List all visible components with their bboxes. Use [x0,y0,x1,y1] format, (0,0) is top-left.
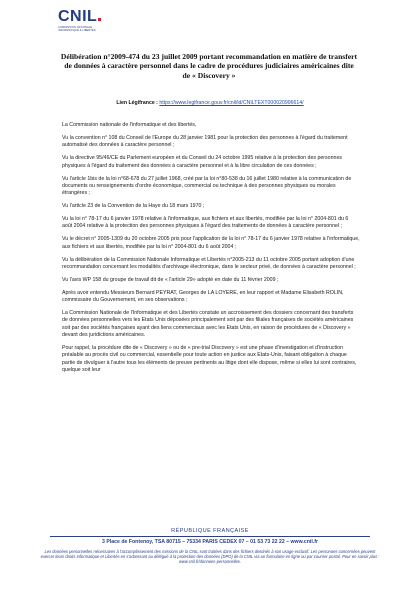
paragraph: La Commission Nationale de l'Informatique et des Libertés constate un accroissement des dossiers concernant des transferts de données personnelles vers les Etats Unis déposées principalement soit par des filiales françaises de sociétés américaines soit par des sociétés françaises ayant des liens commerciaux avec les Etats Unis, en raison de procédures de « Discovery » devant des juridictions américaines. [62,310,354,339]
page-footer [40,528,380,565]
footer-divider [50,536,370,537]
paragraph: Vu la convention n° 108 du Conseil de l'Europe du 28 janvier 1981 pour la protection des personnes à l'égard du traitement automatisé des données à caractère personnel ; [62,134,348,149]
document-title: Délibération n°2009-474 du 23 juillet 2009 portant recommandation en matière de transfert de données à caractère personnel dans le cadre de procédures judiciaires américaines dite de « Discovery » [60,52,358,80]
paragraph: La Commission nationale de l'informatique et des libertés, [62,122,197,128]
logo-wordmark: CNIL [58,8,98,25]
logo-dot-icon [98,18,101,21]
paragraph: Vu le décret n° 2005-1309 du 20 octobre 2005 pris pour l'application de la loi n° 78-17 du 6 janvier 1978 relative à l'informatique, aux fichiers et aux libertés, modifiée par la loi n° 2004-801 du 6 août 2004 ; [62,236,360,250]
paragraph: Vu l'avis WP 158 du groupe de travail dit de « l'article 29» adopté en date du 11 février 2009 ; [62,276,279,283]
logo-tagline-line1: COMMISSION NATIONALE [58,26,93,29]
legifrance-link-line [60,100,360,107]
paragraph: Vu la délibération de la Commission Nationale Informatique et Libertés n°2005-213 du 11 octobre 2005 portant adoption d'une recommandation concernant les modalités d'archivage électronique, dans le secteur privé, de données à caractère personnel ; [62,256,356,270]
legifrance-link[interactable]: https://www.legifrance.gouv.fr/cnil/id/CNILTEXT000020996614/ [159,100,304,106]
logo-tagline-line2: INFORMATIQUE & LIBERTÉS [58,29,96,33]
logo-tagline [58,26,118,32]
paragraph: Vu l'article 23 de la Convention de la Haye du 18 mars 1970 ; [62,203,205,210]
paragraph: Vu la loi n° 78-17 du 6 janvier 1978 relative à l'informatique, aux fichiers et aux libertés, modifiée par la loi n° 2004-801 du 6 août 2004 relative à la protection des personnes physiques à l'égard des traitements de données à caractère personnel ; [62,216,349,230]
document-body [62,122,360,380]
republic-label: RÉPUBLIQUE FRANÇAISE [171,528,249,534]
paragraph: Après avoir entendu Messieurs Bernard PEYRAT, Georges de LA LOYERE, en leur rapport et Madame Elisabeth ROLIN, commissaire du Gouvernement, en ses observations ; [62,289,344,304]
paragraph: Vu la directive 95/46/CE du Parlement européen et du Conseil du 24 octobre 1995 relative à la protection des personnes physiques à l'égard du traitement des données à caractère personnel et à la libre circulation de ces données ; [62,155,342,169]
legifrance-link-label: Lien Légifrance : [116,100,158,106]
footer-privacy-notice: Les données personnelles nécessaires à l'accomplissement des missions de la CNIL sont traitées dans des fichiers destinés à son usage exclusif. Les personnes concernées peuvent exercer leurs droits Informatique et Libertés en s'adressant au délégué à la protection des données (DPO) de la CNIL via un formulaire en ligne ou par courrier postal. Pour en savoir plus : www.cnil.fr/donnees-personnelles. [40,549,380,565]
paragraph: Pour rappel, la procédure dite de « Discovery » ou de « pre-trial Discovery » est une phase d'investigation et d'instruction préalable au procès civil ou commercial, essentielle pour toute action en justice aux Etats-Unis, faisant obligation à chaque partie de divulguer à l'autre tous les éléments de preuve pertinents au litige dont elle dispose, même si elles lui sont contraires, quelque soit leur [62,345,357,374]
cnil-logo [58,9,118,39]
paragraph: Vu l'article 1bis de la loi n°68-678 du 27 juillet 1968, créé par la loi n°80-538 du 16 juillet 1980 relative à la communication de documents ou renseignements d'ordre économique, commercial ou technique à des personnes physiques ou morales étrangères ; [62,175,352,197]
footer-address: 3 Place de Fontenoy, TSA 80715 – 75334 PARIS CEDEX 07 – 01 53 73 22 22 – www.cnil.fr [102,539,318,545]
